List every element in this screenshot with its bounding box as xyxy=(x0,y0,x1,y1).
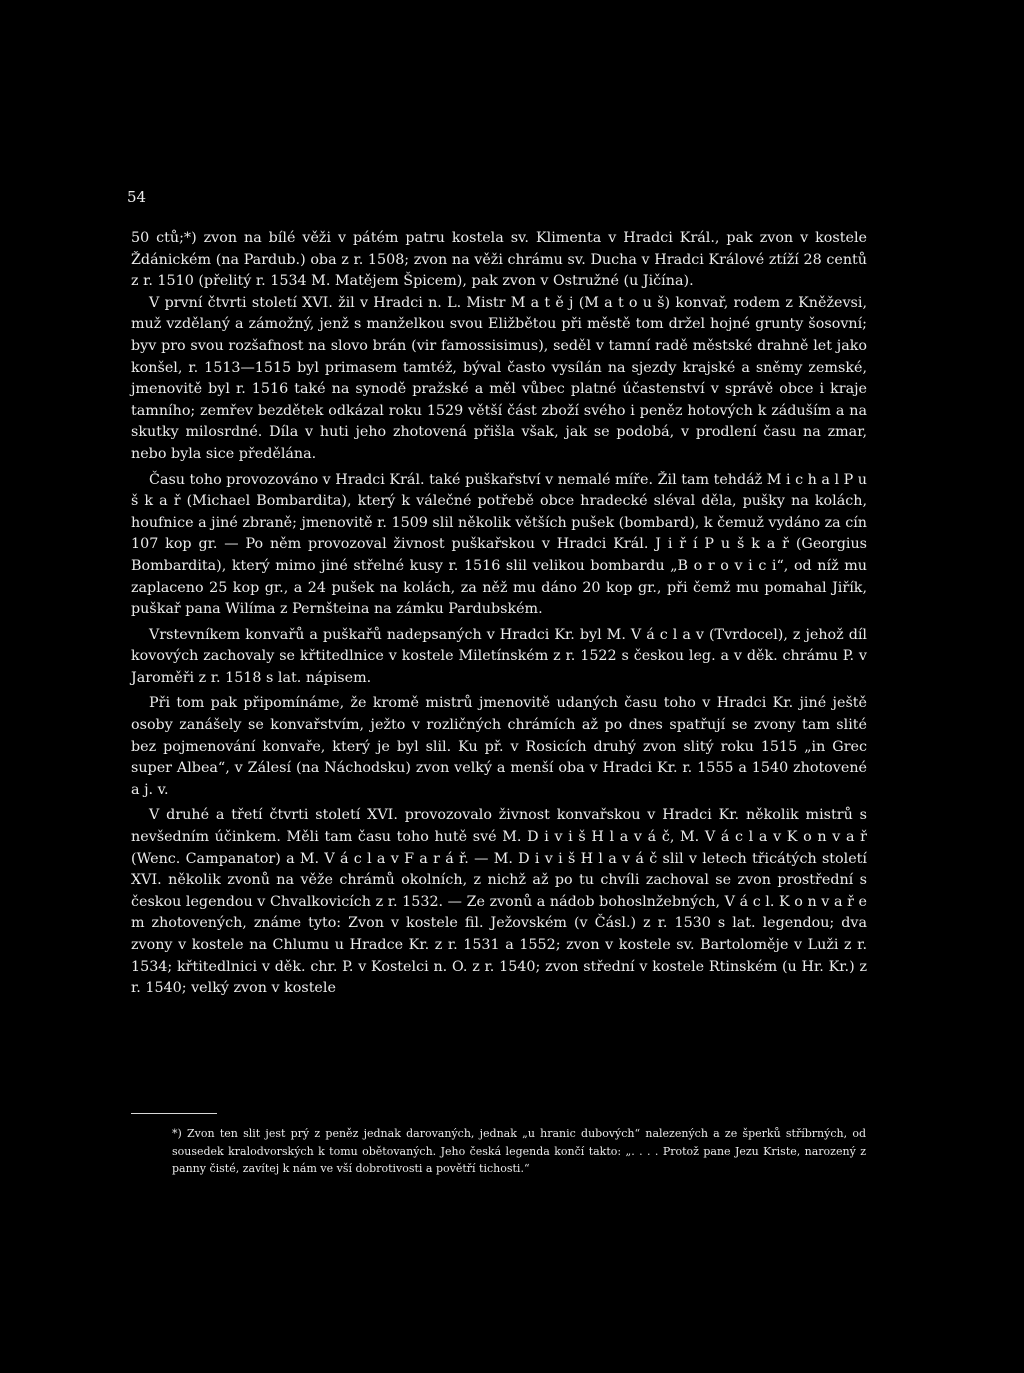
footnote-divider xyxy=(131,1113,217,1114)
footnote: *) Zvon ten slit jest prý z peněz jednak darovaných, jednak „u hranic dubových“ nalezených a ze šperků stříbrných, od sousedek kralodvorských k tomu obětovaných. Jeho česká legenda končí takto: „. . . . Protož pane Jezu Kriste, narozený z panny čisté, zavítej k nám ve vší dobrotivosti a povětří tichosti.“ xyxy=(172,1127,866,1175)
paragraph-second-third-quarter: V druhé a třetí čtvrti století XVI. provozovalo živnost konvařskou v Hradci Kr. několik mistrů s nevšedním účinkem. Měli tam času toho hutě své M. D i v i š H l a v á č, M. V á c l a v K o n v a ř (Wenc. Campanator) a M. V á c l a v F a r á ř. — M. D i v i š H l a v á č slil v letech třicátých století XVI. několik zvonů na věže chrámů okolních, z nichž až po tu chvíli zachoval se zvon prostřední s českou legendou v Chvalkovicích z r. 1532. — Ze zvonů a nádob bohoslnžebných, V á c l. K o n v a ř e m zhotovených, známe tyto: Zvon v kostele fil. Ježovském (v Čásl.) z r. 1530 s lat. legendou; dva zvony v kostele na Chlumu u Hradce Kr. z r. 1531 a 1552; zvon v kostele sv. Bartoloměje v Luži z r. 1534; křtitedlnici v děk. chr. P. v Kostelci n. O. z r. 1540; zvon střední v kostele Rtinském (u Hr. Kr.) z r. 1540; velký zvon v kostele xyxy=(131,807,867,997)
paragraph-puskari: Času toho provozováno v Hradci Král. také puškařství v nemalé míře. Žil tam tehdáž M i c h a l P u š k a ř (Michael Bombardita), který k válečné potřebě obce hradecké sléval děla, pušky na kolách, houfnice a jiné zbraně; jmenovitě r. 1509 slil několik větších pušek (bombard), k čemuž vydáno za cín 107 kop gr. — Po něm provozoval živnost puškařskou v Hradci Král. J i ř í P u š k a ř (Georgius Bombardita), který mimo jiné střelné kusy r. 1516 slil velikou bombardu „B o r o v i c i“, od níž mu zaplaceno 25 kop gr., a 24 pušek na kolách, za něž mu dáno 20 kop gr., při čemž mu pomahal Jiřík, puškař pana Wilíma z Pernšteina na zámku Pardubském. xyxy=(131,471,867,618)
paragraph-other-bellfounders: Při tom pak připomínáme, že kromě mistrů jmenovitě udaných času toho v Hradci Kr. jiné ještě osoby zanášely se konvařstvím, ježto v rozličných chrámích až po dnes spatřují se zvony tam slité bez pojmenování konvaře, který je byl slil. Ku př. v Rosicích druhý zvon slitý roku 1515 „in Grec super Albea“, v Zálesí (na Náchodsku) zvon velký a menší oba v Hradci Kr. r. 1555 a 1540 zhotovené a j. v. xyxy=(131,695,867,798)
paragraph-continued: 50 ctů;*) zvon na bílé věži v pátém patru kostela sv. Klimenta v Hradci Král., pak zvon v kostele Ždánickém (na Pardub.) oba z r. 1508; zvon na věži chrámu sv. Ducha v Hradci Králové ztíží 28 centů z r. 1510 (přelitý r. 1534 M. Matějem Špicem), pak zvon v Ostružné (u Jičína). xyxy=(131,230,867,290)
paragraph-vaclav-tvrdocel: Vrstevníkem konvařů a puškařů nadepsaných v Hradci Kr. byl M. V á c l a v (Tvrdocel), z jehož díl kovových zachovaly se křtitedlnice v kostele Miletínském z r. 1522 s českou leg. a v děk. chrámu P. v Jaroměři z r. 1518 s lat. nápisem. xyxy=(131,626,867,686)
paragraph-mistr-matej: V první čtvrti století XVI. žil v Hradci n. L. Mistr M a t ě j (M a t o u š) konvař, rodem z Kněževsi, muž vzdělaný a zámožný, jenž s manželkou svou Eližbětou při městě tom držel hojné grunty šosovní; byv pro svou rozšafnost na slovo brán (vir famossisimus), seděl v tamní radě městské drahně let jako konšel, r. 1513—1515 byl primasem tamtéž, býval často vysílán na sjezdy krajské a sněmy zemské, jmenovitě byl r. 1516 také na synodě pražské a měl vůbec platné účastenství v správě obce i kraje tamního; zemřev bezdětek odkázal roku 1529 větší část zboží svého i peněz hotových k záduším a na skutky milosrdné. Díla v huti jeho zhotovená přišla však, jak se podobá, v prodlení času na zmar, nebo byla sice předělána. xyxy=(131,294,867,462)
page-number: 54 xyxy=(127,188,147,206)
body-text xyxy=(131,228,867,1000)
